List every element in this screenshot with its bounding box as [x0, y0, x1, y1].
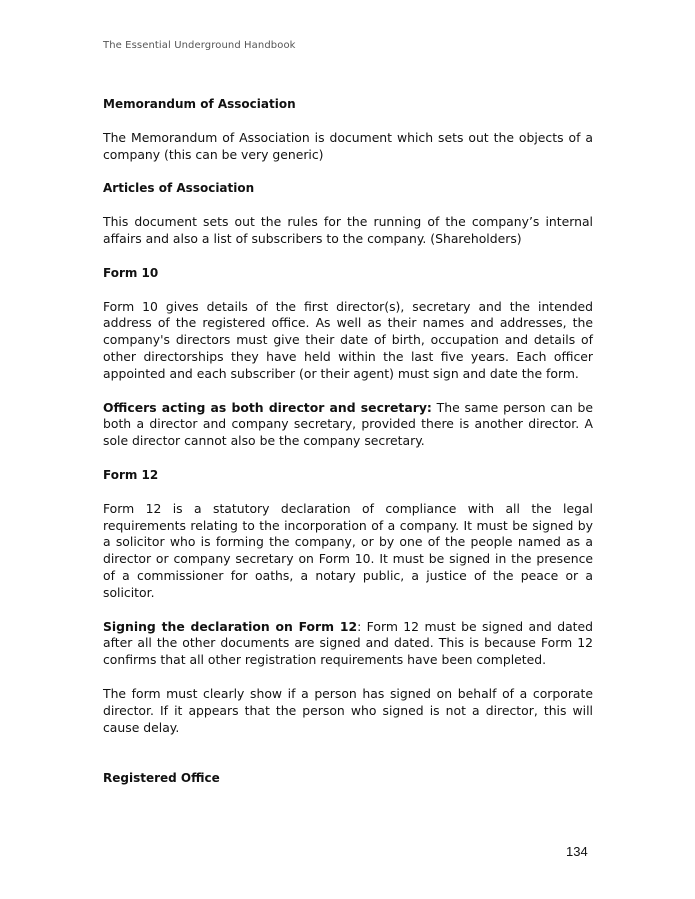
paragraph-memorandum: The Memorandum of Association is document which sets out the objects of a company (this can be very generic)	[103, 129, 593, 162]
heading-memorandum: Memorandum of Association	[103, 97, 296, 111]
heading-form-10: Form 10	[103, 265, 159, 280]
signing-body: : Form 12 must be signed and dated after all the other documents are signed and dated. This is because Form 12 confirms that all other registration requirements have been completed.	[103, 618, 594, 668]
page-content	[103, 96, 593, 787]
officers-lead: Officers acting as both director and secretary:	[103, 399, 432, 415]
paragraph-corporate-director: The form must clearly show if a person has signed on behalf of a corporate director. If it appears that the person who signed is not a director, this will cause delay.	[103, 685, 593, 735]
heading-articles: Articles of Association	[103, 181, 255, 196]
paragraph-form-10: Form 10 gives details of the first director(s), secretary and the intended address of the registered office. As well as their names and addresses, the company's directors must give their date of birth, occupation and details of other directorships they have held within the last five years. Each officer appointed and each subscriber (or their agent) must sign and date the form.	[103, 298, 593, 381]
paragraph-articles: This document sets out the rules for the running of the company’s internal affairs and also a list of subscribers to the company. (Shareholders)	[103, 214, 593, 246]
signing-lead: Signing the declaration on Form 12	[103, 618, 358, 634]
paragraph-officers	[103, 400, 593, 450]
officers-body: The same person can be both a director and company secretary, provided there is another director. A sole director cannot also be the company secretary.	[103, 399, 593, 449]
paragraph-form-12: Form 12 is a statutory declaration of compliance with all the legal requirements relating to the incorporation of a company. It must be signed by a solicitor who is forming the company, or by one of the people named as a director or company secretary on Form 10. It must be signed in the presence of a commissioner for oaths, a notary public, a justice of the peace or a solicitor.	[103, 500, 593, 600]
heading-registered-office: Registered Office	[103, 771, 220, 786]
heading-form-12: Form 12	[103, 467, 159, 482]
running-header: The Essential Underground Handbook	[103, 40, 296, 51]
paragraph-signing	[103, 619, 593, 669]
page-number: 134	[566, 844, 588, 859]
